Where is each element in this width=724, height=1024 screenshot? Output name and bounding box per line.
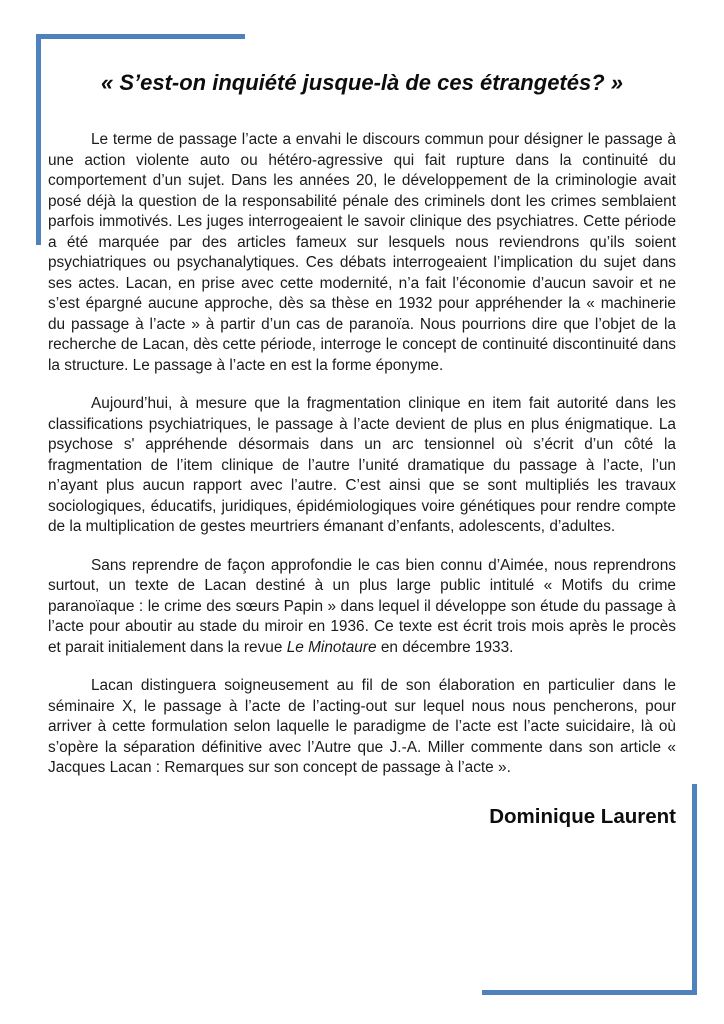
paragraph (48, 676, 676, 779)
author-signature: Dominique Laurent (489, 804, 676, 828)
text-run: en décembre 1933. (376, 638, 514, 656)
text-run: Aujourd’hui, à mesure que la fragmentation clinique en item fait autorité dans les classifications psychiatriques, le passage à l’acte devient de plus en plus énigmatique. La psychose s' appréhende désormais dans un arc tensionnel où s’écrit d’un côté la fragmentation de l’item clinique de l’autre l’unité dramatique du passage à l’acte, l’un n’ayant plus aucun rapport avec l’autre. C’est ainsi que se sont multipliés les travaux sociologiques, éducatifs, juridiques, épidémiologiques voire génétiques pour rendre compte de la multiplication de gestes meurtriers émanant d’enfants, adolescents, d’adultes. (48, 395, 676, 535)
paragraph (48, 130, 676, 376)
text-run: Le terme de passage l’acte a envahi le discours commun pour désigner le passage à une action violente auto ou hétéro-agressive qui fait rupture dans la continuité du comportement d’un sujet. Dans les années 20, le développement de la criminologie avait posé déjà la question de la responsabilité pénale des criminels dont les crimes semblaient parfois immotivés. Les juges interrogeaient le savoir clinique des psychiatres. Cette période a été marquée par des articles fameux sur lesquels nous reviendrons qu’ils soient psychiatriques ou psychanalytiques. Ces débats interrogeaient l’implication du sujet dans ses actes. Lacan, en prise avec cette modernité, n’a fait l’économie d’aucun savoir et ne s’est épargné aucune approche, dès sa thèse en 1932 pour appréhender la « machinerie du passage à l’acte » à partir d’un cas de paranoïa. Nous pourrions dire que l’objet de la recherche de Lacan, dès cette période, interroge le concept de continuité discontinuité dans la structure. Le passage à l’acte en est la forme éponyme. (48, 131, 676, 374)
paragraph (48, 394, 676, 538)
text-run-italic: Le Minotaure (286, 638, 377, 656)
text-run: Lacan distinguera soigneusement au fil de son élaboration en particulier dans le séminaire X, le passage à l’acte de l’acting-out sur lequel nous nous pencherons, pour arriver à cette formulation selon laquelle le paradigme de l’acte est l’acte suicidaire, là où s’opère la séparation définitive avec l’Autre que J.-A. Miller commente dans son article « Jacques Lacan : Remarques sur son concept de passage à l’acte ». (48, 677, 676, 776)
document-title: « S’est-on inquiété jusque-là de ces étrangetés? » (100, 70, 624, 95)
text-run: Sans reprendre de façon approfondie le cas bien connu d’Aimée, nous reprendrons surtout, un texte de Lacan destiné à un plus large public intitulé « Motifs du crime paranoïaque : le crime des sœurs Papin » dans lequel il développe son étude du passage à l’acte pour aboutir au stade du miroir en 1936. Ce texte est écrit trois mois après le procès et parait initialement dans la revue (48, 556, 676, 656)
paragraph (48, 556, 676, 659)
